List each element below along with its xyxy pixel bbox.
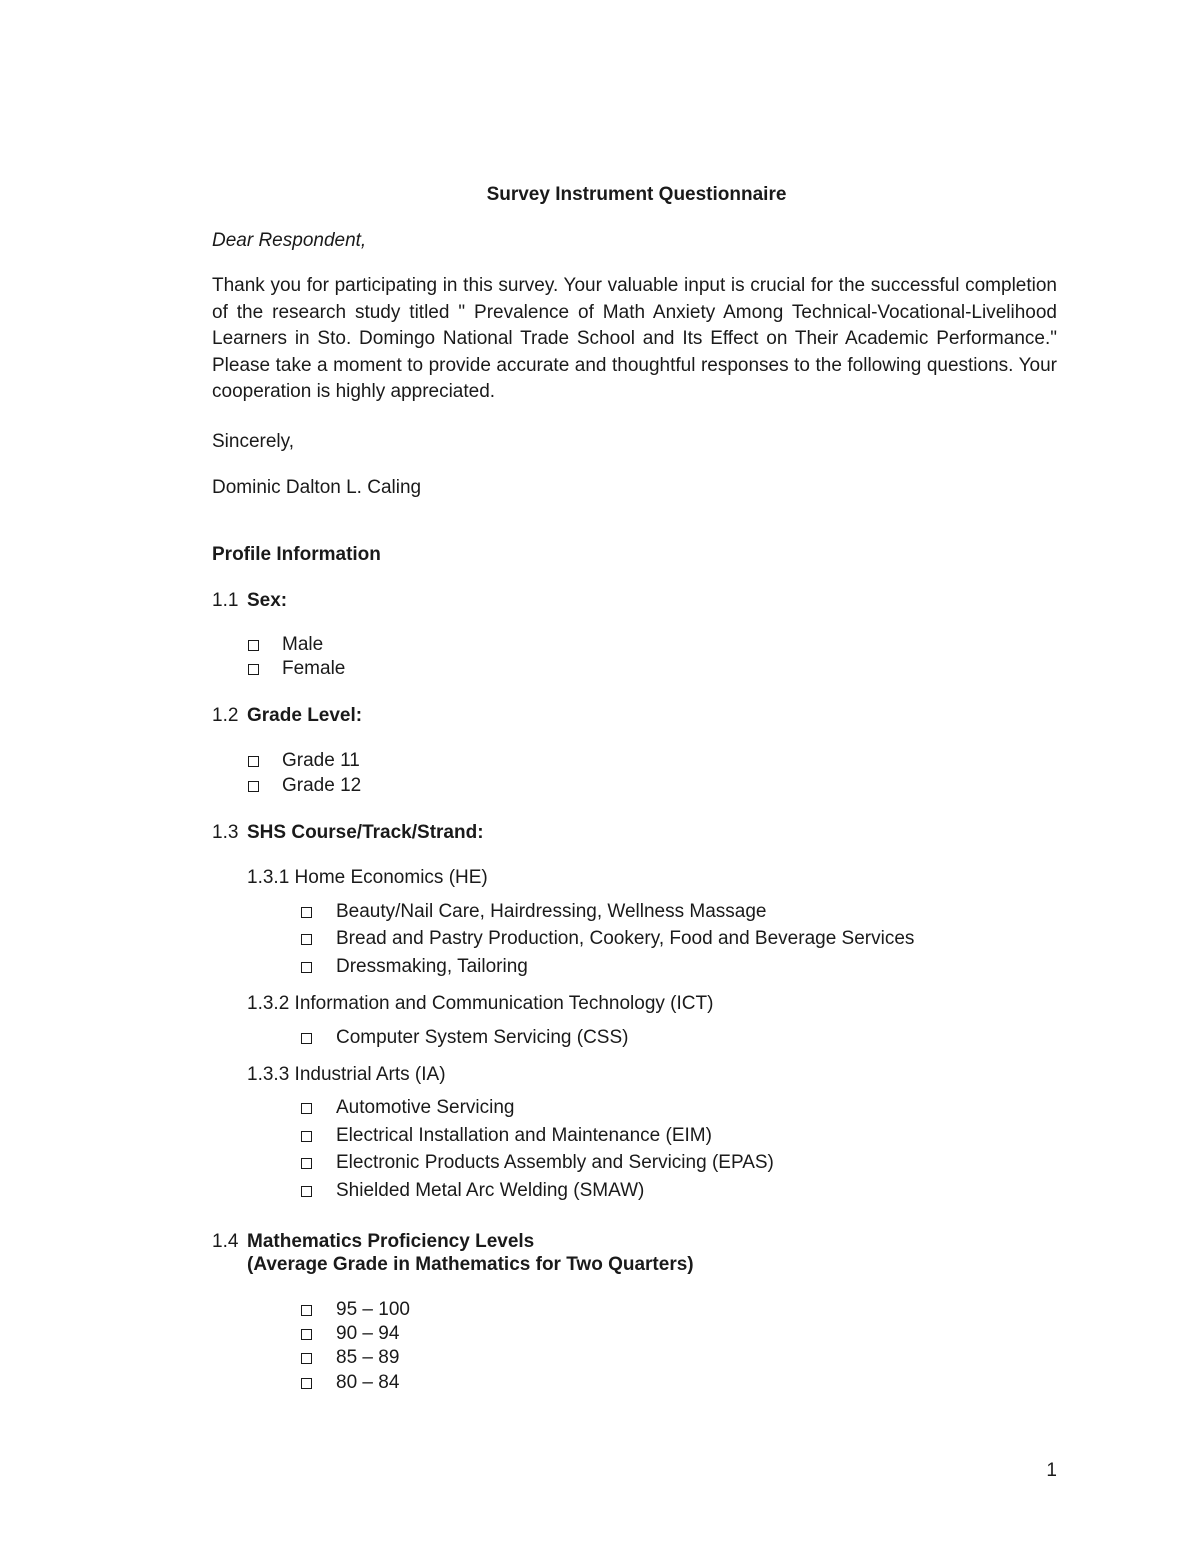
subsection-he: 1.3.1 Home Economics (HE) [247, 867, 488, 888]
option-math-1: 95 – 100 [336, 1299, 410, 1320]
question-course-label: SHS Course/Track/Strand: [247, 822, 484, 843]
checkbox-female[interactable] [248, 664, 259, 675]
option-ia-1: Automotive Servicing [336, 1097, 515, 1118]
subsection-ict: 1.3.2 Information and Communication Technology (ICT) [247, 993, 714, 1014]
subsection-ia: 1.3.3 Industrial Arts (IA) [247, 1064, 446, 1085]
question-grade-number: 1.2 [212, 705, 239, 726]
option-he-3: Dressmaking, Tailoring [336, 956, 528, 977]
checkbox-ia-2[interactable] [301, 1131, 312, 1142]
salutation: Dear Respondent, [212, 230, 367, 251]
question-math-label: Mathematics Proficiency Levels [247, 1231, 535, 1252]
question-sex-label: Sex: [247, 590, 288, 611]
document-title: Survey Instrument Questionnaire [486, 184, 787, 205]
question-course-number: 1.3 [212, 822, 239, 843]
option-math-4: 80 – 84 [336, 1372, 400, 1393]
question-grade-label: Grade Level: [247, 705, 363, 726]
question-math-sublabel: (Average Grade in Mathematics for Two Quarters) [247, 1254, 694, 1275]
checkbox-math-1[interactable] [301, 1305, 312, 1316]
checkbox-ict-1[interactable] [301, 1033, 312, 1044]
checkbox-he-3[interactable] [301, 962, 312, 973]
checkbox-grade-11[interactable] [248, 756, 259, 767]
question-sex-number: 1.1 [212, 590, 239, 611]
option-math-3: 85 – 89 [336, 1347, 400, 1368]
option-he-1: Beauty/Nail Care, Hairdressing, Wellness Massage [336, 901, 767, 922]
option-ia-4: Shielded Metal Arc Welding (SMAW) [336, 1180, 645, 1201]
checkbox-male[interactable] [248, 640, 259, 651]
question-math-number: 1.4 [212, 1231, 239, 1252]
page-number: 1 [1046, 1460, 1057, 1481]
option-grade-11: Grade 11 [282, 750, 360, 771]
option-ict-1: Computer System Servicing (CSS) [336, 1027, 629, 1048]
option-ia-3: Electronic Products Assembly and Servicing (EPAS) [336, 1152, 774, 1173]
checkbox-ia-1[interactable] [301, 1103, 312, 1114]
checkbox-math-3[interactable] [301, 1353, 312, 1364]
checkbox-math-4[interactable] [301, 1378, 312, 1389]
checkbox-ia-3[interactable] [301, 1158, 312, 1169]
closing: Sincerely, [212, 431, 295, 452]
profile-heading: Profile Information [212, 544, 381, 565]
intro-paragraph: Thank you for participating in this survey. Your valuable input is crucial for the successful completion of the research study titled " Prevalence of Math Anxiety Among Technical-Vocational-Livelihood Learners in Sto. Domingo National Trade School and Its Effect on Their Academic Performance." Please take a moment to provide accurate and thoughtful responses to the following questions. Your cooperation is highly appreciated. [212, 275, 1057, 402]
option-ia-2: Electrical Installation and Maintenance (EIM) [336, 1125, 712, 1146]
option-he-2: Bread and Pastry Production, Cookery, Food and Beverage Services [336, 928, 915, 949]
option-grade-12: Grade 12 [282, 775, 362, 796]
checkbox-he-1[interactable] [301, 907, 312, 918]
checkbox-ia-4[interactable] [301, 1186, 312, 1197]
option-math-2: 90 – 94 [336, 1323, 400, 1344]
option-female: Female [282, 658, 346, 679]
checkbox-he-2[interactable] [301, 934, 312, 945]
option-male: Male [282, 634, 324, 655]
checkbox-math-2[interactable] [301, 1329, 312, 1340]
author-name: Dominic Dalton L. Caling [212, 477, 422, 498]
checkbox-grade-12[interactable] [248, 781, 259, 792]
